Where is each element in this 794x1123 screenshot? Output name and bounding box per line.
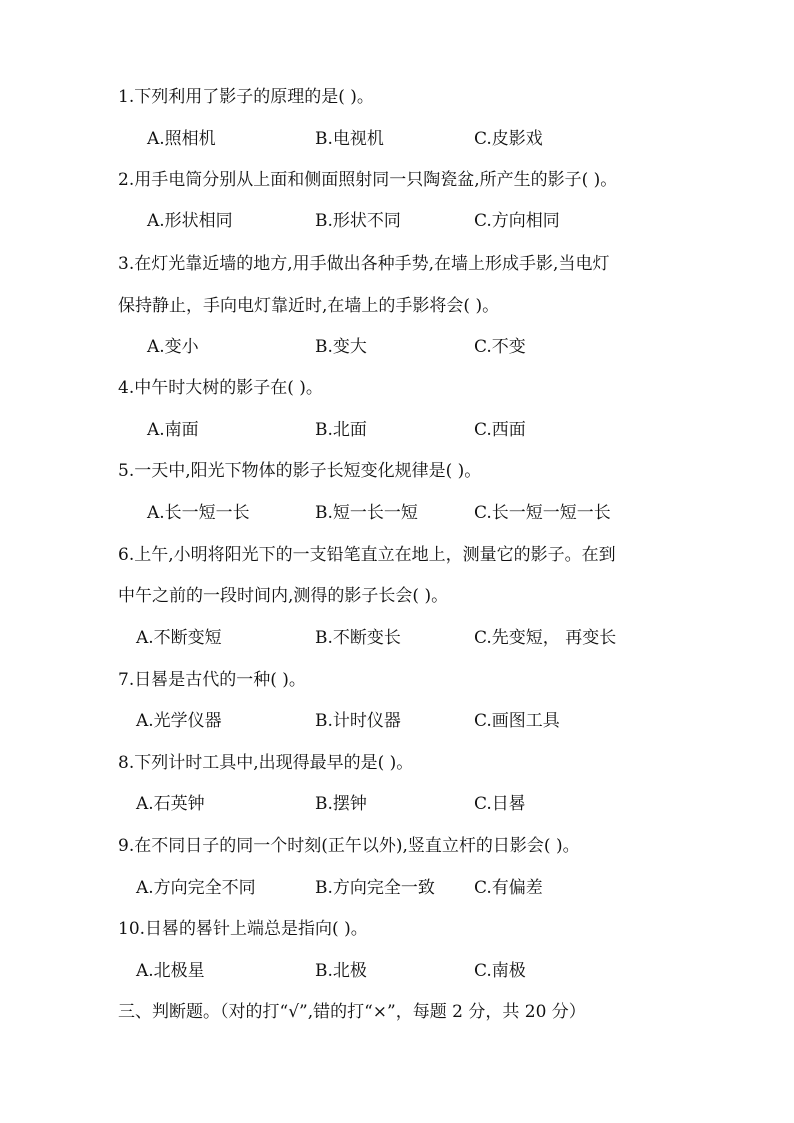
question-6-option-c: C.先变短， 再变长 [474,628,617,648]
question-8-stem: 8.下列计时工具中,出现得最早的是( )。 [118,753,414,773]
question-10-option-b: B.北极 [315,961,367,981]
section-heading-true-false: 三、判断题。（对的打“√”,错的打“×”，每题 2 分，共 20 分） [118,1002,586,1022]
question-1-option-a: A.照相机 [147,129,216,149]
question-7-stem: 7.日晷是古代的一种( )。 [118,670,306,690]
question-2-option-c: C.方向相同 [474,211,560,231]
question-9-option-b: B.方向完全一致 [315,878,435,898]
question-6-option-b: B.不断变长 [315,628,401,648]
question-9-stem: 9.在不同日子的同一个时刻(正午以外),竖直立杆的日影会( )。 [118,836,580,856]
question-9-option-c: C.有偏差 [474,878,543,898]
question-2-option-b: B.形状不同 [315,211,401,231]
question-2-stem: 2.用手电筒分别从上面和侧面照射同一只陶瓷盆,所产生的影子( )。 [118,170,618,190]
question-10-option-c: C.南极 [474,961,526,981]
question-5-option-c: C.长一短一短一长 [474,503,611,523]
question-8-option-b: B.摆钟 [315,794,367,814]
question-9-option-a: A.方向完全不同 [136,878,256,898]
question-10-option-a: A.北极星 [136,961,205,981]
question-6-stem-line-2: 中午之前的一段时间内,测得的影子长会( )。 [118,586,449,606]
question-3-option-a: A.变小 [147,337,199,357]
question-5-stem: 5.一天中,阳光下物体的影子长短变化规律是( )。 [118,461,482,481]
question-5-option-a: A.长一短一长 [147,503,250,523]
question-6-option-a: A.不断变短 [136,628,222,648]
question-7-option-c: C.画图工具 [474,711,560,731]
question-2-option-a: A.形状相同 [147,211,233,231]
question-3-stem-line-2: 保持静止，手向电灯靠近时,在墙上的手影将会( )。 [118,296,500,316]
question-1-stem: 1.下列利用了影子的原理的是( )。 [118,87,374,107]
question-3-stem-line-1: 3.在灯光靠近墙的地方,用手做出各种手势,在墙上形成手影,当电灯 [118,254,610,274]
question-8-option-c: C.日晷 [474,794,526,814]
question-4-option-a: A.南面 [147,420,199,440]
question-7-option-b: B.计时仪器 [315,711,401,731]
question-6-stem-line-1: 6.上午,小明将阳光下的一支铅笔直立在地上，测量它的影子。在到 [118,545,616,565]
question-3-option-c: C.不变 [474,337,526,357]
question-5-option-b: B.短一长一短 [315,503,418,523]
question-10-stem: 10.日晷的晷针上端总是指向( )。 [118,919,368,939]
question-4-option-b: B.北面 [315,420,367,440]
question-7-option-a: A.光学仪器 [136,711,222,731]
question-8-option-a: A.石英钟 [136,794,205,814]
question-1-option-c: C.皮影戏 [474,129,543,149]
question-4-option-c: C.西面 [474,420,526,440]
question-3-option-b: B.变大 [315,337,367,357]
question-4-stem: 4.中午时大树的影子在( )。 [118,378,323,398]
question-1-option-b: B.电视机 [315,129,384,149]
